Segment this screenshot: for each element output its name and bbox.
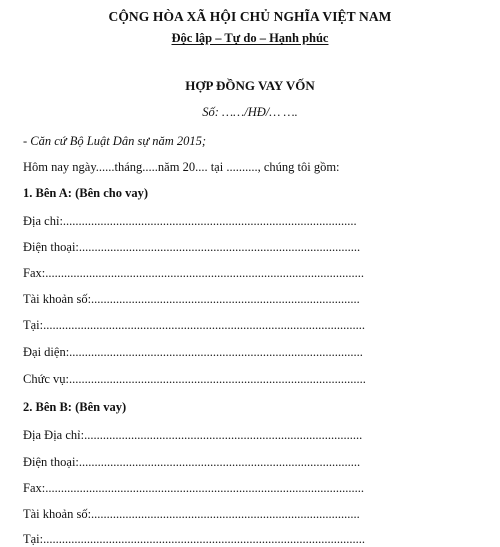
party-a-account-field: Tài khoản số:...................................................................................... xyxy=(23,292,360,306)
party-b-address-field: Địa Địa chỉ:......................................................................................... xyxy=(23,428,363,442)
party-a-representative-field: Đại diện:.............................................................................................. xyxy=(23,345,363,359)
national-motto-text: Độc lập – Tự do – Hạnh phúc xyxy=(171,31,329,45)
party-a-bank-field: Tại:....................................................................................................... xyxy=(23,318,366,332)
party-b-heading: 2. Bên B: (Bên vay) xyxy=(23,400,127,414)
country-name-header: CỘNG HÒA XÃ HỘI CHỦ NGHĨA VIỆT NAM xyxy=(108,9,392,24)
document-number: Số: ……/HĐ/… …. xyxy=(202,105,298,119)
party-a-address-field: Địa chỉ:.............................................................................................. xyxy=(23,214,357,228)
national-motto xyxy=(0,31,500,46)
party-b-account-field: Tài khoản số:...................................................................................... xyxy=(23,507,360,521)
party-b-phone-field: Điện thoại:.......................................................................................... xyxy=(23,455,361,469)
party-a-fax-field: Fax:...................................................................................................... xyxy=(23,266,364,280)
party-a-position-field: Chức vụ:............................................................................................... xyxy=(23,372,366,386)
intro-line: Hôm nay ngày......tháng.....năm 20.... tại .........., chúng tôi gồm: xyxy=(23,160,340,174)
party-a-heading: 1. Bên A: (Bên cho vay) xyxy=(23,186,148,200)
party-a-phone-field: Điện thoại:.......................................................................................... xyxy=(23,240,361,254)
legal-basis: - Căn cứ Bộ Luật Dân sự năm 2015; xyxy=(23,134,207,148)
party-b-fax-field: Fax:...................................................................................................... xyxy=(23,481,364,495)
party-b-bank-field: Tại:....................................................................................................... xyxy=(23,532,366,546)
document-title: HỢP ĐỒNG VAY VỐN xyxy=(185,78,315,93)
